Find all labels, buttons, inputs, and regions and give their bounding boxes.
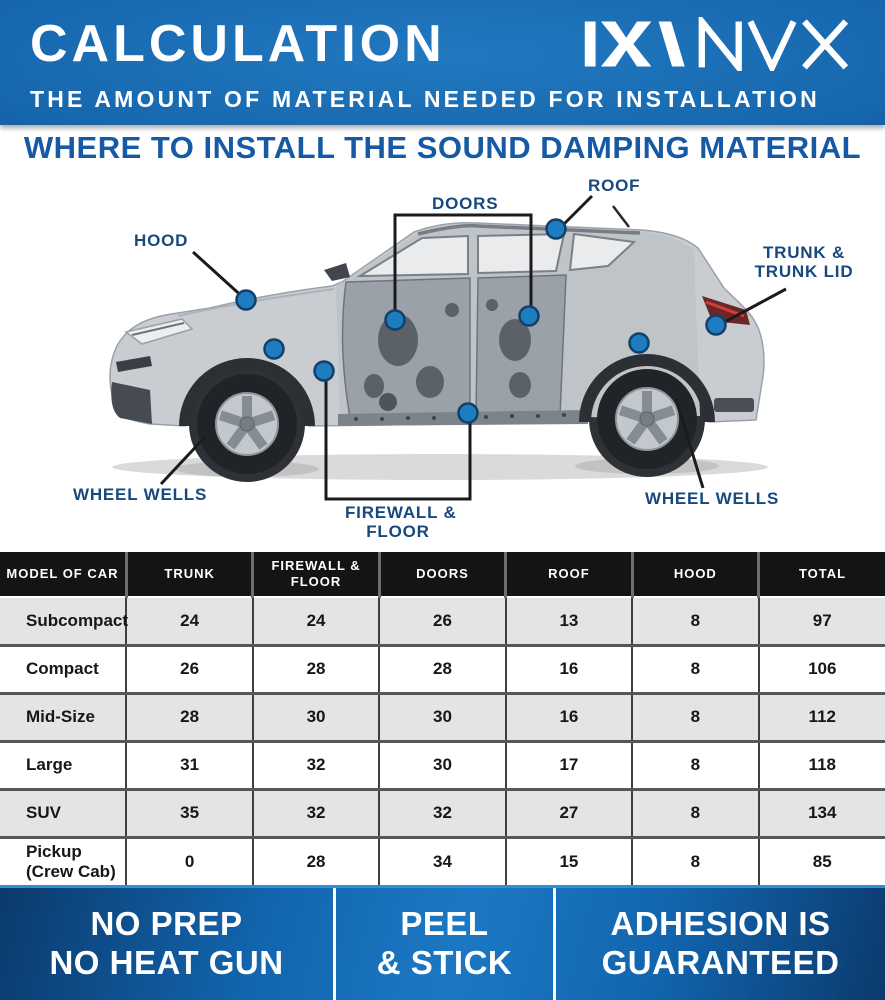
car-diagram	[0, 170, 885, 552]
table-row	[0, 693, 885, 741]
value-cell: 8	[632, 789, 758, 837]
page-title: CALCULATION	[30, 15, 446, 73]
callout-label-roof: ROOF	[588, 176, 641, 195]
value-cell: 28	[126, 693, 252, 741]
column-header-doors: DOORS	[379, 552, 505, 597]
footer-badge-peel-stick-line1: PEEL	[400, 905, 489, 943]
value-cell: 30	[379, 741, 505, 789]
value-cell: 26	[379, 597, 505, 645]
model-cell: Subcompact	[0, 597, 126, 645]
value-cell: 16	[506, 693, 632, 741]
table-row	[0, 837, 885, 885]
callout-dot-rear-quarter	[630, 334, 649, 353]
column-header-trunk: TRUNK	[126, 552, 252, 597]
value-cell: 28	[253, 645, 379, 693]
value-cell: 8	[632, 693, 758, 741]
front-wheel	[197, 374, 297, 474]
callout-dot-firewall	[315, 362, 334, 381]
footer-badge-adhesion-line1: ADHESION IS	[610, 905, 831, 943]
value-cell: 0	[126, 837, 252, 885]
value-cell: 118	[759, 741, 885, 789]
column-header-total: TOTAL	[759, 552, 885, 597]
value-cell: 32	[253, 789, 379, 837]
callout-label-wheel-wells-left: WHEEL WELLS	[73, 485, 208, 504]
callout-dot-roof	[547, 220, 566, 239]
model-cell: Compact	[0, 645, 126, 693]
value-cell: 35	[126, 789, 252, 837]
footer-badge-peel-stick	[333, 888, 553, 1000]
callout-label-trunk-line1: TRUNK &	[762, 243, 846, 262]
antenna	[613, 206, 629, 227]
value-cell: 30	[379, 693, 505, 741]
value-cell: 28	[379, 645, 505, 693]
value-cell: 32	[379, 789, 505, 837]
table-header-row	[0, 552, 885, 597]
value-cell: 8	[632, 741, 758, 789]
value-cell: 15	[506, 837, 632, 885]
value-cell: 112	[759, 693, 885, 741]
material-table	[0, 552, 885, 885]
callout-label-firewall-line1: FIREWALL &	[345, 503, 457, 522]
value-cell: 16	[506, 645, 632, 693]
header-subtitle: THE AMOUNT OF MATERIAL NEEDED FOR INSTALLATION	[30, 86, 820, 112]
column-header-model: MODEL OF CAR	[0, 552, 126, 597]
callout-dot-rear-door	[520, 307, 539, 326]
value-cell: 24	[253, 597, 379, 645]
header-banner	[0, 0, 885, 125]
column-header-roof: ROOF	[506, 552, 632, 597]
callout-dot-hood	[237, 291, 256, 310]
section-title: WHERE TO INSTALL THE SOUND DAMPING MATERIAL	[23, 129, 862, 165]
callout-dot-front-door	[386, 311, 405, 330]
model-cell: Pickup (Crew Cab)	[0, 837, 126, 885]
callout-label-wheel-wells-right: WHEEL WELLS	[645, 489, 780, 508]
footer-badge-no-prep-line1: NO PREP	[90, 905, 243, 943]
callout-label-doors: DOORS	[432, 194, 499, 213]
value-cell: 13	[506, 597, 632, 645]
value-cell: 85	[759, 837, 885, 885]
value-cell: 28	[253, 837, 379, 885]
value-cell: 32	[253, 741, 379, 789]
table-row	[0, 741, 885, 789]
callout-label-trunk	[751, 243, 857, 281]
value-cell: 31	[126, 741, 252, 789]
callout-label-hood: HOOD	[134, 231, 189, 250]
footer-badge-adhesion-line2: GUARANTEED	[601, 944, 840, 981]
value-cell: 34	[379, 837, 505, 885]
value-cell: 30	[253, 693, 379, 741]
value-cell: 8	[632, 597, 758, 645]
value-cell: 26	[126, 645, 252, 693]
value-cell: 24	[126, 597, 252, 645]
callout-dot-trunk	[707, 316, 726, 335]
footer-badge-adhesion	[553, 888, 885, 1000]
callout-dot-floor	[459, 404, 478, 423]
callout-label-firewall-line2: FLOOR	[366, 522, 430, 542]
value-cell: 17	[506, 741, 632, 789]
table-row	[0, 597, 885, 645]
footer-banner	[0, 885, 885, 1000]
value-cell: 106	[759, 645, 885, 693]
value-cell: 8	[632, 837, 758, 885]
value-cell: 27	[506, 789, 632, 837]
model-cell: SUV	[0, 789, 126, 837]
column-header-hood: HOOD	[632, 552, 758, 597]
value-cell: 97	[759, 597, 885, 645]
table-row	[0, 645, 885, 693]
callout-label-firewall-floor	[345, 503, 457, 542]
footer-badge-no-prep-line2: NO HEAT GUN	[49, 944, 284, 981]
callout-dot-front-fender	[265, 340, 284, 359]
value-cell: 8	[632, 645, 758, 693]
value-cell: 134	[759, 789, 885, 837]
model-cell: Mid-Size	[0, 693, 126, 741]
callout-label-trunk-line2: TRUNK LID	[754, 262, 854, 282]
nvx-logo-icon	[579, 17, 857, 71]
footer-badge-peel-stick-line2: & STICK	[376, 944, 513, 981]
column-header-firewall: FIREWALL & FLOOR	[253, 552, 379, 597]
model-cell: Large	[0, 741, 126, 789]
footer-badge-no-prep	[0, 888, 333, 1000]
table-row	[0, 789, 885, 837]
nvx-logo	[579, 17, 857, 71]
